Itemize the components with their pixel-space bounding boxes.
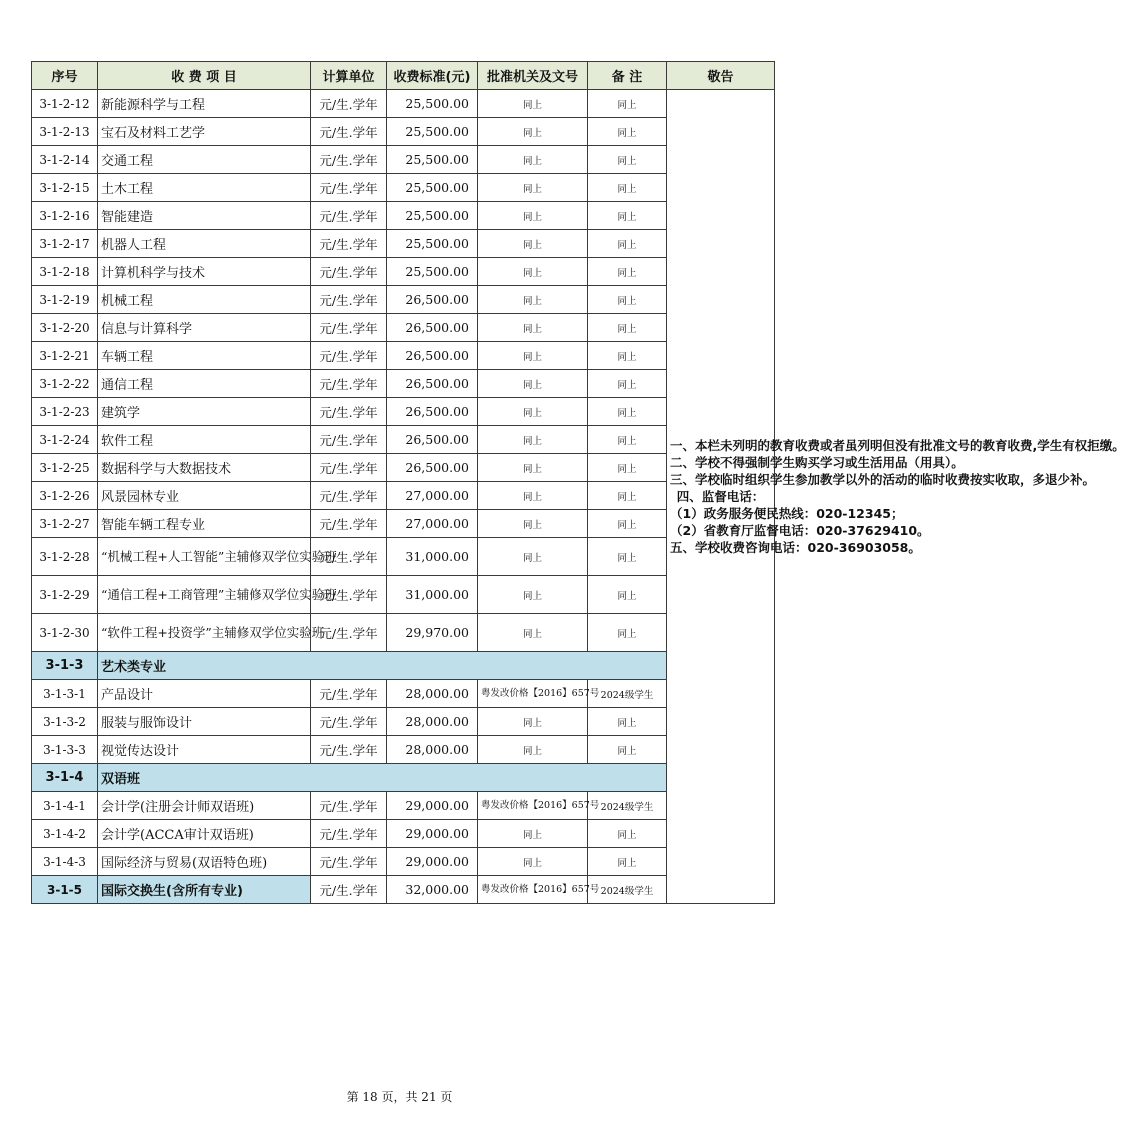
row-unit: 元/生.学年 <box>311 820 387 848</box>
section-title: 双语班 <box>98 764 667 792</box>
header-remark: 备 注 <box>588 62 667 90</box>
row-code: 3-1-2-25 <box>32 454 98 482</box>
row-approval: 同上 <box>478 614 588 652</box>
row-fee: 27,000.00 <box>387 482 478 510</box>
row-approval: 同上 <box>478 454 588 482</box>
row-approval: 同上 <box>478 820 588 848</box>
row-approval: 同上 <box>478 342 588 370</box>
row-remark: 同上 <box>588 614 667 652</box>
row-code: 3-1-2-16 <box>32 202 98 230</box>
row-item-name: 信息与计算科学 <box>98 314 311 342</box>
row-approval: 同上 <box>478 146 588 174</box>
row-approval: 同上 <box>478 510 588 538</box>
row-approval: 同上 <box>478 314 588 342</box>
row-unit: 元/生.学年 <box>311 876 387 904</box>
row-remark: 同上 <box>588 510 667 538</box>
row-item-name: 计算机科学与技术 <box>98 258 311 286</box>
row-remark: 同上 <box>588 90 667 118</box>
row-code: 3-1-2-28 <box>32 538 98 576</box>
row-approval: 同上 <box>478 118 588 146</box>
table-row <box>32 680 775 708</box>
table-row <box>32 708 775 736</box>
row-unit: 元/生.学年 <box>311 680 387 708</box>
table-row <box>32 230 775 258</box>
row-fee: 29,000.00 <box>387 820 478 848</box>
table-row <box>32 342 775 370</box>
row-code: 3-1-2-29 <box>32 576 98 614</box>
row-unit: 元/生.学年 <box>311 202 387 230</box>
row-approval: 同上 <box>478 90 588 118</box>
row-fee: 25,500.00 <box>387 90 478 118</box>
row-item-name: 新能源科学与工程 <box>98 90 311 118</box>
row-item-name: 宝石及材料工艺学 <box>98 118 311 146</box>
row-unit: 元/生.学年 <box>311 90 387 118</box>
row-fee: 26,500.00 <box>387 370 478 398</box>
row-item-name: “通信工程+工商管理”主辅修双学位实验班 <box>98 576 311 614</box>
row-approval: 同上 <box>478 848 588 876</box>
row-unit: 元/生.学年 <box>311 426 387 454</box>
row-item-name: 通信工程 <box>98 370 311 398</box>
row-fee: 25,500.00 <box>387 230 478 258</box>
row-item-name: 产品设计 <box>98 680 311 708</box>
row-code: 3-1-4-1 <box>32 792 98 820</box>
row-item-name: 智能车辆工程专业 <box>98 510 311 538</box>
row-code: 3-1-2-21 <box>32 342 98 370</box>
row-approval: 粤发改价格【2016】657号 <box>478 876 588 904</box>
row-unit: 元/生.学年 <box>311 286 387 314</box>
row-fee: 25,500.00 <box>387 202 478 230</box>
row-approval: 同上 <box>478 286 588 314</box>
notice-line: （2）省教育厅监督电话：020-37629410。 <box>670 523 930 538</box>
row-fee: 25,500.00 <box>387 146 478 174</box>
row-code: 3-1-2-20 <box>32 314 98 342</box>
row-fee: 28,000.00 <box>387 680 478 708</box>
row-fee: 28,000.00 <box>387 736 478 764</box>
header-seq: 序号 <box>32 62 98 90</box>
row-item-name: “软件工程+投资学”主辅修双学位实验班 <box>98 614 311 652</box>
row-unit: 元/生.学年 <box>311 230 387 258</box>
row-approval: 同上 <box>478 426 588 454</box>
row-item-name: “机械工程+人工智能”主辅修双学位实验班 <box>98 538 311 576</box>
row-fee: 26,500.00 <box>387 286 478 314</box>
row-approval: 同上 <box>478 230 588 258</box>
row-remark: 2024级学生 <box>588 876 667 904</box>
row-approval: 同上 <box>478 538 588 576</box>
row-unit: 元/生.学年 <box>311 370 387 398</box>
notice-line: 五、学校收费咨询电话：020-36903058。 <box>670 540 921 555</box>
row-remark: 同上 <box>588 286 667 314</box>
row-item-name: 交通工程 <box>98 146 311 174</box>
row-approval: 同上 <box>478 258 588 286</box>
row-remark: 2024级学生 <box>588 792 667 820</box>
row-remark: 同上 <box>588 398 667 426</box>
row-code: 3-1-2-26 <box>32 482 98 510</box>
row-fee: 26,500.00 <box>387 426 478 454</box>
section-code: 3-1-4 <box>32 764 98 792</box>
row-fee: 32,000.00 <box>387 876 478 904</box>
section-row <box>32 652 775 680</box>
table-row <box>32 820 775 848</box>
row-item-name: 风景园林专业 <box>98 482 311 510</box>
notice-line: 三、学校临时组织学生参加教学以外的活动的临时收费按实收取，多退少补。 <box>670 472 1096 487</box>
row-remark: 同上 <box>588 426 667 454</box>
row-remark: 同上 <box>588 146 667 174</box>
row-item-name: 机器人工程 <box>98 230 311 258</box>
row-item-name: 数据科学与大数据技术 <box>98 454 311 482</box>
notice-column <box>667 90 1125 904</box>
row-code: 3-1-2-24 <box>32 426 98 454</box>
row-item-name: 土木工程 <box>98 174 311 202</box>
row-unit: 元/生.学年 <box>311 146 387 174</box>
row-fee: 29,000.00 <box>387 792 478 820</box>
section-row <box>32 764 775 792</box>
row-code: 3-1-2-15 <box>32 174 98 202</box>
row-fee: 27,000.00 <box>387 510 478 538</box>
row-remark: 同上 <box>588 342 667 370</box>
table-row <box>32 202 775 230</box>
row-code: 3-1-2-27 <box>32 510 98 538</box>
row-code: 3-1-5 <box>32 876 98 904</box>
row-unit: 元/生.学年 <box>311 118 387 146</box>
row-approval: 同上 <box>478 708 588 736</box>
table-row <box>32 792 775 820</box>
row-item-name: 国际交换生(含所有专业) <box>98 876 311 904</box>
table-row <box>32 146 775 174</box>
header-row <box>32 62 775 90</box>
row-remark: 同上 <box>588 708 667 736</box>
row-fee: 25,500.00 <box>387 174 478 202</box>
row-item-name: 智能建造 <box>98 202 311 230</box>
row-fee: 25,500.00 <box>387 258 478 286</box>
notice-line: 二、学校不得强制学生购买学习或生活用品（用具）。 <box>670 455 964 470</box>
row-remark: 同上 <box>588 482 667 510</box>
row-approval: 同上 <box>478 398 588 426</box>
row-item-name: 国际经济与贸易(双语特色班) <box>98 848 311 876</box>
row-item-name: 会计学(注册会计师双语班) <box>98 792 311 820</box>
row-item-name: 车辆工程 <box>98 342 311 370</box>
row-unit: 元/生.学年 <box>311 314 387 342</box>
notice-line: 四、监督电话： <box>676 489 765 504</box>
row-code: 3-1-2-22 <box>32 370 98 398</box>
row-fee: 26,500.00 <box>387 342 478 370</box>
row-unit: 元/生.学年 <box>311 614 387 652</box>
table-row <box>32 118 775 146</box>
row-fee: 29,970.00 <box>387 614 478 652</box>
page-footer: 第 18 页，共 21 页 <box>346 1090 453 1104</box>
table-row <box>32 848 775 876</box>
row-remark: 同上 <box>588 230 667 258</box>
row-code: 3-1-2-23 <box>32 398 98 426</box>
table-row <box>32 614 775 652</box>
row-unit: 元/生.学年 <box>311 736 387 764</box>
row-item-name: 机械工程 <box>98 286 311 314</box>
row-item-name: 建筑学 <box>98 398 311 426</box>
row-item-name: 会计学(ACCA审计双语班) <box>98 820 311 848</box>
table-row <box>32 174 775 202</box>
row-unit: 元/生.学年 <box>311 576 387 614</box>
header-standard: 收费标准(元) <box>387 62 478 90</box>
row-fee: 28,000.00 <box>387 708 478 736</box>
row-unit: 元/生.学年 <box>311 342 387 370</box>
row-fee: 25,500.00 <box>387 118 478 146</box>
section-code: 3-1-3 <box>32 652 98 680</box>
fee-table-body <box>32 90 1125 904</box>
row-fee: 31,000.00 <box>387 538 478 576</box>
table-row <box>32 538 775 576</box>
row-code: 3-1-3-1 <box>32 680 98 708</box>
row-code: 3-1-2-12 <box>32 90 98 118</box>
row-code: 3-1-4-2 <box>32 820 98 848</box>
row-unit: 元/生.学年 <box>311 848 387 876</box>
notice-line: （1）政务服务便民热线：020-12345； <box>670 506 904 521</box>
table-row <box>32 370 775 398</box>
header-notice: 敬告 <box>667 62 775 90</box>
row-unit: 元/生.学年 <box>311 708 387 736</box>
table-row <box>32 258 775 286</box>
table-row <box>32 454 775 482</box>
row-item-name: 服装与服饰设计 <box>98 708 311 736</box>
row-remark: 同上 <box>588 538 667 576</box>
row-unit: 元/生.学年 <box>311 398 387 426</box>
row-unit: 元/生.学年 <box>311 454 387 482</box>
row-unit: 元/生.学年 <box>311 510 387 538</box>
row-remark: 同上 <box>588 848 667 876</box>
row-approval: 粤发改价格【2016】657号 <box>478 680 588 708</box>
row-item-name: 软件工程 <box>98 426 311 454</box>
row-fee: 26,500.00 <box>387 454 478 482</box>
row-approval: 同上 <box>478 736 588 764</box>
table-row <box>32 90 775 118</box>
table-row <box>32 482 775 510</box>
row-approval: 同上 <box>478 370 588 398</box>
header-item: 收 费 项 目 <box>98 62 311 90</box>
table-row <box>32 286 775 314</box>
row-code: 3-1-2-14 <box>32 146 98 174</box>
row-remark: 同上 <box>588 736 667 764</box>
row-fee: 26,500.00 <box>387 314 478 342</box>
table-row <box>32 736 775 764</box>
notice-line: 一、本栏未列明的教育收费或者虽列明但没有批准文号的教育收费,学生有权拒缴。 <box>670 438 1125 453</box>
row-approval: 同上 <box>478 576 588 614</box>
row-remark: 同上 <box>588 174 667 202</box>
row-approval: 同上 <box>478 174 588 202</box>
row-unit: 元/生.学年 <box>311 174 387 202</box>
row-unit: 元/生.学年 <box>311 792 387 820</box>
table-row <box>32 398 775 426</box>
row-remark: 同上 <box>588 118 667 146</box>
row-remark: 同上 <box>588 314 667 342</box>
row-unit: 元/生.学年 <box>311 258 387 286</box>
row-remark: 同上 <box>588 454 667 482</box>
row-code: 3-1-2-19 <box>32 286 98 314</box>
table-row <box>32 314 775 342</box>
row-approval: 同上 <box>478 202 588 230</box>
row-remark: 2024级学生 <box>588 680 667 708</box>
header-approval: 批准机关及文号 <box>478 62 588 90</box>
section-title: 艺术类专业 <box>98 652 667 680</box>
row-unit: 元/生.学年 <box>311 538 387 576</box>
row-fee: 26,500.00 <box>387 398 478 426</box>
row-remark: 同上 <box>588 202 667 230</box>
row-item-name: 视觉传达设计 <box>98 736 311 764</box>
row-code: 3-1-2-17 <box>32 230 98 258</box>
row-code: 3-1-2-13 <box>32 118 98 146</box>
header-unit: 计算单位 <box>311 62 387 90</box>
row-fee: 29,000.00 <box>387 848 478 876</box>
row-code: 3-1-3-3 <box>32 736 98 764</box>
table-row <box>32 876 775 904</box>
table-row <box>32 426 775 454</box>
row-code: 3-1-2-30 <box>32 614 98 652</box>
row-remark: 同上 <box>588 258 667 286</box>
row-remark: 同上 <box>588 576 667 614</box>
fee-table <box>31 61 1125 904</box>
row-code: 3-1-3-2 <box>32 708 98 736</box>
row-code: 3-1-4-3 <box>32 848 98 876</box>
row-code: 3-1-2-18 <box>32 258 98 286</box>
row-unit: 元/生.学年 <box>311 482 387 510</box>
row-approval: 粤发改价格【2016】657号 <box>478 792 588 820</box>
table-row <box>32 576 775 614</box>
row-remark: 同上 <box>588 820 667 848</box>
row-approval: 同上 <box>478 482 588 510</box>
row-fee: 31,000.00 <box>387 576 478 614</box>
table-row <box>32 510 775 538</box>
row-remark: 同上 <box>588 370 667 398</box>
